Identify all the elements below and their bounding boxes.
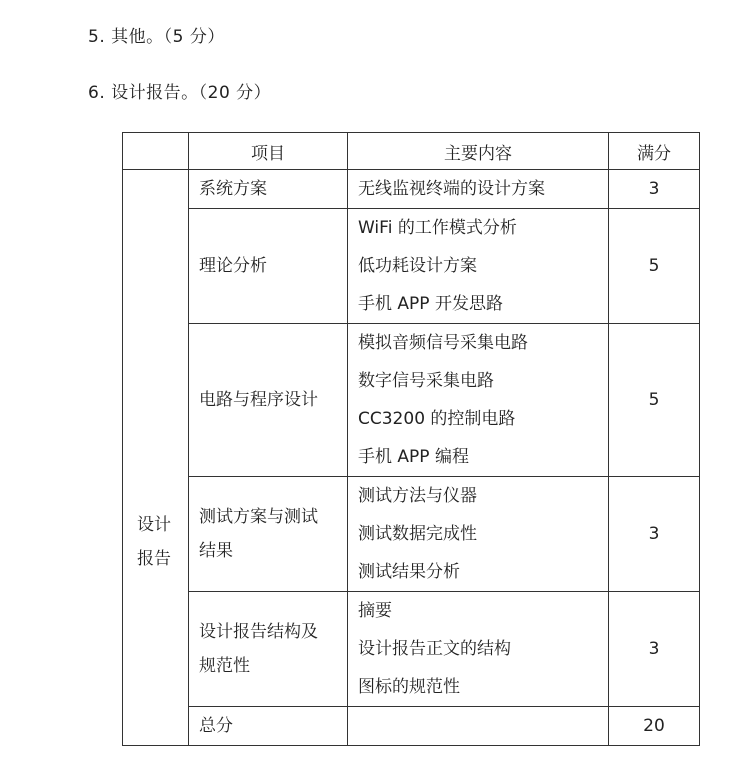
item-cell: [189, 592, 348, 707]
table-header-row: [123, 133, 700, 170]
content-line: 测试数据完成性: [358, 524, 477, 544]
content-line: 手机 APP 开发思路: [358, 294, 503, 314]
content-line: 测试方法与仪器: [358, 486, 477, 506]
content-line: 无线监视终端的设计方案: [358, 179, 545, 199]
content-cell: [348, 707, 609, 746]
item-line: 结果: [199, 541, 233, 561]
score-cell: 3: [609, 477, 700, 592]
item-cell: [189, 707, 348, 746]
content-cell: [348, 209, 609, 324]
item-line: 系统方案: [199, 179, 267, 199]
table-row: [123, 209, 700, 324]
content-cell: [348, 170, 609, 209]
content-line: 测试结果分析: [358, 562, 460, 582]
item-cell: [189, 324, 348, 477]
header-score: 满分: [609, 133, 700, 170]
item-line: 设计报告结构及: [199, 622, 318, 642]
content-line: 摘要: [358, 601, 392, 621]
table-row: [123, 707, 700, 746]
content-line: 手机 APP 编程: [358, 447, 469, 467]
content-line: 图标的规范性: [358, 677, 460, 697]
score-cell: 3: [609, 170, 700, 209]
content-line: 低功耗设计方案: [358, 256, 477, 276]
content-line: CC3200 的控制电路: [358, 409, 516, 429]
item-line: 理论分析: [199, 256, 267, 276]
content-line: [358, 707, 608, 745]
score-cell: 5: [609, 209, 700, 324]
item-line: 测试方案与测试: [199, 507, 318, 527]
category-line: 报告: [137, 548, 171, 569]
content-line: 模拟音频信号采集电路: [358, 333, 528, 353]
content-cell: [348, 592, 609, 707]
item-cell: [189, 170, 348, 209]
item-line: 总分: [199, 716, 233, 736]
header-content: 主要内容: [348, 133, 609, 170]
item-cell: [189, 477, 348, 592]
content-cell: [348, 324, 609, 477]
content-line: 数字信号采集电路: [358, 371, 494, 391]
table-row: [123, 592, 700, 707]
score-cell: 5: [609, 324, 700, 477]
category-cell: [123, 170, 189, 746]
content-cell: [348, 477, 609, 592]
score-cell: 3: [609, 592, 700, 707]
header-blank: [123, 133, 189, 170]
table-row: [123, 324, 700, 477]
section-5-heading: 5. 其他。（5 分）: [88, 27, 225, 47]
category-line: 设计: [137, 514, 171, 535]
content-line: 设计报告正文的结构: [358, 639, 511, 659]
score-cell: 20: [609, 707, 700, 746]
table-row: [123, 170, 700, 209]
header-item: 项目: [189, 133, 348, 170]
content-line: WiFi 的工作模式分析: [358, 218, 517, 238]
item-line: 规范性: [199, 656, 250, 676]
table-row: [123, 477, 700, 592]
section-6-heading: 6. 设计报告。（20 分）: [88, 83, 272, 103]
item-cell: [189, 209, 348, 324]
item-line: 电路与程序设计: [199, 390, 318, 410]
score-table: [122, 132, 700, 746]
